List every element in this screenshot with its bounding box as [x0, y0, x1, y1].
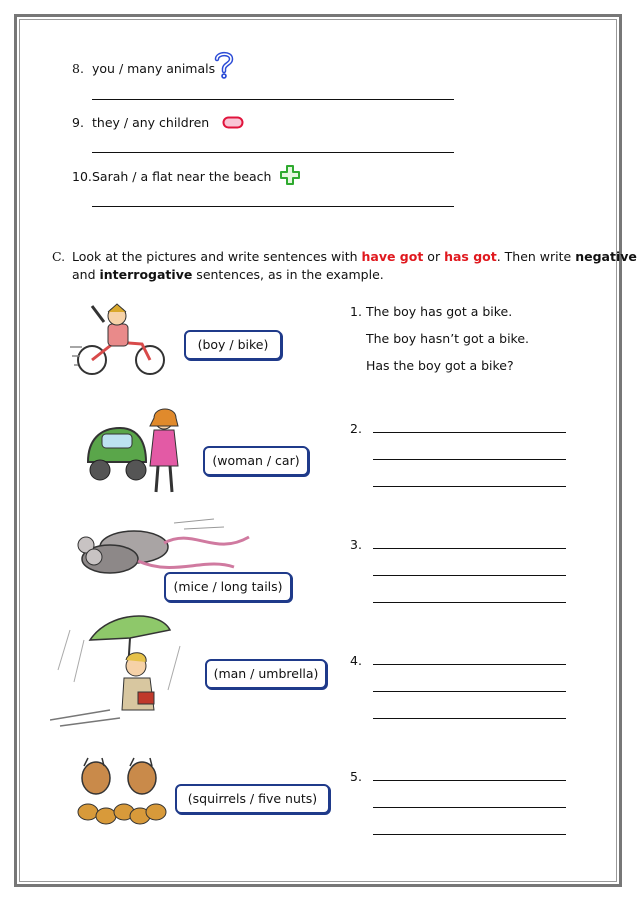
man-with-umbrella-image [50, 610, 190, 730]
instruction-text: Look at the pictures and write sentences with [72, 249, 362, 264]
negative-highlight: negative [575, 249, 637, 264]
minus-icon [222, 116, 244, 129]
question-icon [212, 50, 236, 80]
picture-3-label: (mice / long tails) [164, 572, 292, 602]
item-10-number: 10. [72, 169, 92, 184]
picture-2-label: (woman / car) [203, 446, 309, 476]
answer-4-line-1[interactable] [373, 664, 566, 665]
answer-3-number: 3. [350, 537, 362, 552]
instruction-or: or [423, 249, 445, 264]
answer-2-line-2[interactable] [373, 459, 566, 460]
section-c-instruction-line-2 [72, 267, 384, 282]
item-9-answer-line[interactable] [92, 152, 454, 153]
has-got-highlight: has got [444, 249, 497, 264]
interrogative-highlight: interrogative [99, 267, 193, 282]
answer-4-line-2[interactable] [373, 691, 566, 692]
answer-3-line-2[interactable] [373, 575, 566, 576]
item-9-number: 9. [72, 115, 84, 130]
section-c-instruction-line-1 [72, 249, 637, 264]
answer-4-number: 4. [350, 653, 362, 668]
answer-4-line-3[interactable] [373, 718, 566, 719]
answer-2-line-1[interactable] [373, 432, 566, 433]
item-10-answer-line[interactable] [92, 206, 454, 207]
squirrels-with-nuts-image [74, 756, 170, 828]
picture-4-label: (man / umbrella) [205, 659, 327, 689]
example-sentence-negative: The boy hasn’t got a bike. [366, 331, 529, 346]
item-8-answer-line[interactable] [92, 99, 454, 100]
item-8-prompt: you / many animals [92, 61, 216, 76]
answer-3-line-3[interactable] [373, 602, 566, 603]
answer-2-line-3[interactable] [373, 486, 566, 487]
instruction-text: . Then write [496, 249, 576, 264]
boy-on-bike-image [70, 292, 180, 382]
example-number: 1. [350, 304, 362, 319]
example-sentence-affirmative: The boy has got a bike. [366, 304, 513, 319]
answer-2-number: 2. [350, 421, 362, 436]
section-c-letter: C. [52, 249, 66, 264]
instruction-text: sentences, as in the example. [192, 267, 384, 282]
item-9-prompt: they / any children [92, 115, 210, 130]
have-got-highlight: have got [361, 249, 424, 264]
answer-5-number: 5. [350, 769, 362, 784]
woman-and-car-image [80, 400, 190, 500]
picture-5-label: (squirrels / five nuts) [175, 784, 330, 814]
answer-5-line-3[interactable] [373, 834, 566, 835]
answer-5-line-1[interactable] [373, 780, 566, 781]
picture-1-label: (boy / bike) [184, 330, 282, 360]
plus-icon [279, 164, 301, 186]
example-sentence-question: Has the boy got a bike? [366, 358, 514, 373]
item-10-prompt: Sarah / a flat near the beach [92, 169, 272, 184]
answer-3-line-1[interactable] [373, 548, 566, 549]
answer-5-line-2[interactable] [373, 807, 566, 808]
item-8-number: 8. [72, 61, 84, 76]
instruction-and: and [72, 267, 100, 282]
